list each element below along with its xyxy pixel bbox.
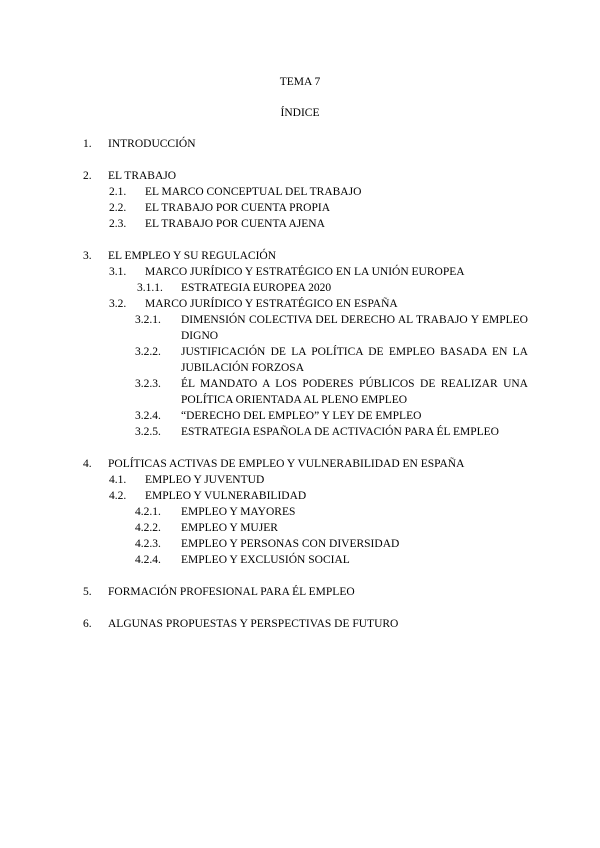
toc-entry-number: 4.2.1. bbox=[135, 506, 161, 518]
toc-entry-text: EL EMPLEO Y SU REGULACIÓN bbox=[108, 250, 277, 262]
toc-entry-text: EMPLEO Y VULNERABILIDAD bbox=[145, 490, 307, 502]
toc-entry bbox=[83, 616, 528, 632]
toc-entry-number: 3.2.1. bbox=[135, 314, 161, 326]
toc-entry-text: ESTRATEGIA ESPAÑOLA DE ACTIVACIÓN PARA ÉL EMPLEO bbox=[181, 426, 499, 438]
toc-entry bbox=[109, 296, 528, 312]
toc-entry-text: EMPLEO Y PERSONAS CON DIVERSIDAD bbox=[181, 538, 400, 550]
toc-entry bbox=[135, 552, 528, 568]
toc-entry-number: 2.1. bbox=[109, 186, 127, 198]
toc-entry-text: JUSTIFICACIÓN DE LA POLÍTICA DE EMPLEO BASADA EN LA JUBILACIÓN FORZOSA bbox=[181, 346, 528, 374]
toc-entry bbox=[135, 312, 528, 344]
toc-entry bbox=[135, 536, 528, 552]
toc-entry-text: ALGUNAS PROPUESTAS Y PERSPECTIVAS DE FUTURO bbox=[108, 618, 399, 630]
toc-entry bbox=[135, 344, 528, 376]
toc-entry-text: EL TRABAJO bbox=[108, 170, 177, 182]
toc-entry bbox=[109, 264, 528, 280]
toc-entry-text: EMPLEO Y MAYORES bbox=[181, 506, 296, 518]
toc-entry-number: 4.1. bbox=[109, 474, 127, 486]
toc-entry bbox=[135, 504, 528, 520]
toc-entry-number: 2.2. bbox=[109, 202, 127, 214]
toc-entry-number: 3.2.3. bbox=[135, 378, 161, 390]
toc-entry-text: INTRODUCCIÓN bbox=[108, 138, 196, 150]
toc-entry-number: 2. bbox=[83, 170, 92, 182]
toc-entry-number: 3.1. bbox=[109, 266, 127, 278]
toc-entry-number: 4. bbox=[83, 458, 92, 470]
toc-entry bbox=[109, 216, 528, 232]
toc-entry-number: 2.3. bbox=[109, 218, 127, 230]
toc-entry-number: 4.2.2. bbox=[135, 522, 161, 534]
toc-entry-number: 3.2.2. bbox=[135, 346, 161, 358]
toc-entry bbox=[109, 200, 528, 216]
toc-entry-number: 3.2. bbox=[109, 298, 127, 310]
toc-entry-text: DIMENSIÓN COLECTIVA DEL DERECHO AL TRABAJO Y EMPLEO DIGNO bbox=[181, 314, 528, 342]
toc-entry bbox=[109, 184, 528, 200]
toc-entry bbox=[83, 168, 528, 184]
toc-entry bbox=[135, 520, 528, 536]
toc-entry-text: POLÍTICAS ACTIVAS DE EMPLEO Y VULNERABILIDAD EN ESPAÑA bbox=[108, 458, 465, 470]
toc-entry-text: EL TRABAJO POR CUENTA AJENA bbox=[145, 218, 325, 230]
toc-entry-text: ESTRATEGIA EUROPEA 2020 bbox=[181, 282, 332, 294]
index-heading: ÍNDICE bbox=[280, 107, 320, 119]
toc-entry-text: MARCO JURÍDICO Y ESTRATÉGICO EN ESPAÑA bbox=[145, 298, 398, 310]
toc-entry-number: 1. bbox=[83, 138, 92, 150]
toc-entry bbox=[83, 456, 528, 472]
toc-entry-number: 3.1.1. bbox=[137, 282, 163, 294]
toc-entry-number: 5. bbox=[83, 586, 92, 598]
page-title: TEMA 7 bbox=[279, 76, 321, 88]
toc-entry-text: EMPLEO Y MUJER bbox=[181, 522, 278, 534]
toc-entry bbox=[135, 424, 528, 440]
toc-entry-text: FORMACIÓN PROFESIONAL PARA ÉL EMPLEO bbox=[108, 586, 355, 598]
toc-entry-text: EMPLEO Y JUVENTUD bbox=[145, 474, 265, 486]
toc-entry bbox=[109, 488, 528, 504]
toc-entry bbox=[109, 472, 528, 488]
toc-entry-text: EMPLEO Y EXCLUSIÓN SOCIAL bbox=[181, 554, 350, 566]
toc-entry bbox=[83, 584, 528, 600]
toc-entry-number: 4.2.4. bbox=[135, 554, 161, 566]
toc-entry-number: 6. bbox=[83, 618, 92, 630]
toc-entry-number: 4.2. bbox=[109, 490, 127, 502]
toc-entry-text: “DERECHO DEL EMPLEO” Y LEY DE EMPLEO bbox=[181, 410, 422, 422]
toc-entry-number: 3.2.5. bbox=[135, 426, 161, 438]
toc-entry-text: ÉL MANDATO A LOS PODERES PÚBLICOS DE REALIZAR UNA POLÍTICA ORIENTADA AL PLENO EMPLEO bbox=[181, 378, 528, 406]
toc-entry-number: 3. bbox=[83, 250, 92, 262]
toc-entry bbox=[135, 408, 528, 424]
toc-entry-text: MARCO JURÍDICO Y ESTRATÉGICO EN LA UNIÓN EUROPEA bbox=[145, 266, 465, 278]
toc-entry-number: 3.2.4. bbox=[135, 410, 161, 422]
toc-entry bbox=[135, 376, 528, 408]
toc-entry bbox=[83, 248, 528, 264]
toc-entry bbox=[83, 136, 528, 152]
toc-entry-text: EL TRABAJO POR CUENTA PROPIA bbox=[145, 202, 331, 214]
toc-entry-number: 4.2.3. bbox=[135, 538, 161, 550]
toc-entry bbox=[137, 280, 528, 296]
toc-entry-text: EL MARCO CONCEPTUAL DEL TRABAJO bbox=[145, 186, 362, 198]
